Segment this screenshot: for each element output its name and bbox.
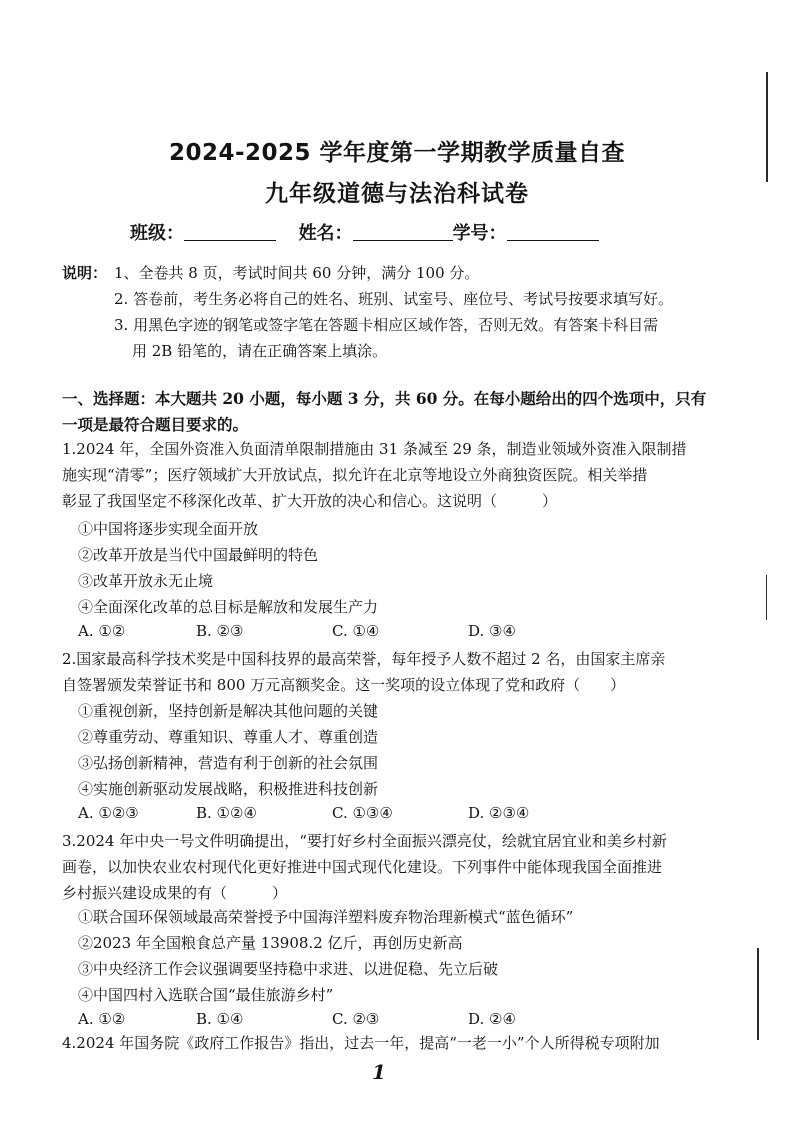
question1-choice-d[interactable]: D. ③④: [468, 622, 516, 640]
exam-title-line2: 九年级道德与法治科试卷: [265, 181, 529, 207]
question1-option-4: ④全面深化改革的总目标是解放和发展生产力: [78, 598, 379, 616]
question3-choice-a[interactable]: A. ①②: [78, 1010, 126, 1028]
question3-choice-c[interactable]: C. ②③: [332, 1010, 380, 1028]
question2-line2: 自签署颁发荣誉证书和 800 万元高额奖金。这一奖项的设立体现了党和政府（ ）: [62, 676, 626, 694]
note-item-1: 1、全卷共 8 页，考试时间共 60 分钟，满分 100 分。: [114, 264, 480, 282]
class-blank[interactable]: [184, 222, 276, 241]
note-item-3: 3. 用黑色字迹的钢笔或签字笔在答题卡相应区域作答，否则无效。有答案卡科目需: [114, 316, 659, 334]
scan-edge-line-middle: [766, 575, 767, 620]
question1-line2: 施实现“清零”；医疗领域扩大开放试点，拟允许在北京等地设立外商独资医院。相关举措: [62, 466, 648, 484]
question3-line2: 画卷，以加快农业农村现代化更好推进中国式现代化建设。下列事件中能体现我国全面推进: [62, 858, 663, 876]
name-label: 姓名：: [298, 223, 353, 244]
section1-heading-line1: 一、选择题：本大题共 20 小题，每小题 3 分，共 60 分。在每小题给出的四个选项中，只有: [62, 389, 707, 408]
question2-line1: 2.国家最高科学技术奖是中国科技界的最高荣誉，每年授予人数不超过 2 名，由国家主席亲: [62, 650, 666, 668]
class-label: 班级：: [130, 223, 184, 244]
question2-option-4: ④实施创新驱动发展战略，积极推进科技创新: [78, 780, 379, 798]
exam-title-line1: 2024-2025 学年度第一学期教学质量自查: [168, 140, 626, 166]
question1-choice-b[interactable]: B. ②③: [196, 622, 244, 640]
id-blank[interactable]: [507, 222, 599, 241]
question3-option-2: ②2023 年全国粮食总产量 13908.2 亿斤，再创历史新高: [78, 934, 463, 952]
id-label: 学号：: [452, 223, 507, 244]
question1-option-1: ①中国将逐步实现全面开放: [78, 520, 259, 538]
question1-line3: 彰显了我国坚定不移深化改革、扩大开放的决心和信心。这说明（ ）: [62, 492, 558, 510]
question1-option-2: ②改革开放是当代中国最鲜明的特色: [78, 546, 319, 564]
question3-option-4: ④中国四村入选联合国“最佳旅游乡村”: [78, 986, 334, 1004]
question3-option-3: ③中央经济工作会议强调要坚持稳中求进、以进促稳、先立后破: [78, 960, 499, 978]
question3-choice-b[interactable]: B. ①④: [196, 1010, 244, 1028]
question3-line3: 乡村振兴建设成果的有（ ）: [62, 884, 288, 902]
scan-edge-line-bottom: [757, 948, 759, 1040]
question1-line1: 1.2024 年，全国外资准入负面清单限制措施由 31 条减至 29 条，制造业领域外资准入限制措: [62, 440, 687, 458]
question3-choice-d[interactable]: D. ②④: [468, 1010, 516, 1028]
question1-choice-a[interactable]: A. ①②: [78, 622, 126, 640]
page-number: 1: [372, 1060, 386, 1084]
question2-option-1: ①重视创新，坚持创新是解决其他问题的关键: [78, 702, 379, 720]
question2-choice-c[interactable]: C. ①③④: [332, 804, 393, 822]
name-blank[interactable]: [353, 222, 453, 241]
question1-option-3: ③改革开放永无止境: [78, 572, 214, 590]
question2-option-3: ③弘扬创新精神，营造有利于创新的社会氛围: [78, 754, 379, 772]
section1-heading-line2: 一项是最符合题目要求的。: [62, 415, 249, 434]
question2-choice-b[interactable]: B. ①②④: [196, 804, 257, 822]
notes-label: 说明：: [62, 264, 108, 282]
question3-option-1: ①联合国环保领域最高荣誉授予中国海洋塑料废弃物治理新模式“蓝色循环”: [78, 908, 574, 926]
note-item-4: 用 2B 铅笔的，请在正确答案上填涂。: [132, 342, 388, 360]
question2-choice-d[interactable]: D. ②③④: [468, 804, 530, 822]
student-info-line: [130, 219, 650, 245]
question4-line1: 4.2024 年国务院《政府工作报告》指出，过去一年，提高“一老一小”个人所得税专项附加: [62, 1034, 660, 1052]
question1-choice-c[interactable]: C. ①④: [332, 622, 380, 640]
question3-line1: 3.2024 年中央一号文件明确提出，“要打好乡村全面振兴漂亮仗，绘就宜居宜业和美乡村新: [62, 832, 667, 850]
note-item-2: 2. 答卷前，考生务必将自己的姓名、班别、试室号、座位号、考试号按要求填写好。: [114, 290, 674, 308]
question2-option-2: ②尊重劳动、尊重知识、尊重人才、尊重创造: [78, 728, 379, 746]
question2-choice-a[interactable]: A. ①②③: [78, 804, 139, 822]
